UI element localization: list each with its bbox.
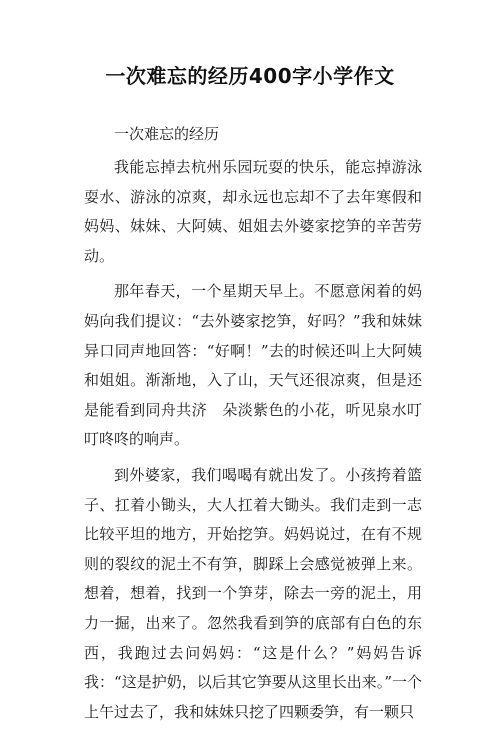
document-title: 一次难忘的经历400字小学作文 xyxy=(105,64,395,88)
paragraph-3: 到外婆家，我们喝喝有就出发了。小孩挎着篮子、扛着小锄头，大人扛着大锄头。我们走到一志比较平坦的地方，开始挖笋。妈妈说过，在有不规则的裂纹的泥土不有笋，脚踩上会感觉被弹上来。想着，想着，找到一个笋芽，除去一旁的泥土，用力一掘，出来了。忽然我看到笋的底部有白色的东西，我跑过去问妈妈：“这是什么？”妈妈告诉我：“这是护奶，以后其它笋要从这里长出来。”一个上午过去了，我和妹妹只挖了四颗委笋，有一颗只 xyxy=(84,465,422,721)
document-body xyxy=(84,120,422,733)
paragraph-2: 那年春天，一个星期天早上。不愿意闲着的妈妈向我们提议：“去外婆家挖笋，好吗？”我和妹妹异口同声地回答：“好啊！”去的时候还叫上大阿姨和姐姐。渐渐地，入了山，天气还很凉爽，但是还是能看到同舟共济 朵淡紫色的小花，听见泉水叮叮咚咚的响声。 xyxy=(84,282,422,449)
paragraph-1: 我能忘掉去杭州乐园玩耍的快乐，能忘掉游泳耍水、游泳的凉爽，却永远也忘却不了去年寒假和妈妈、妹妹、大阿姨、姐姐去外婆家挖笋的辛苦劳动。 xyxy=(84,158,422,265)
essay-subtitle: 一次难忘的经历 xyxy=(114,125,220,143)
